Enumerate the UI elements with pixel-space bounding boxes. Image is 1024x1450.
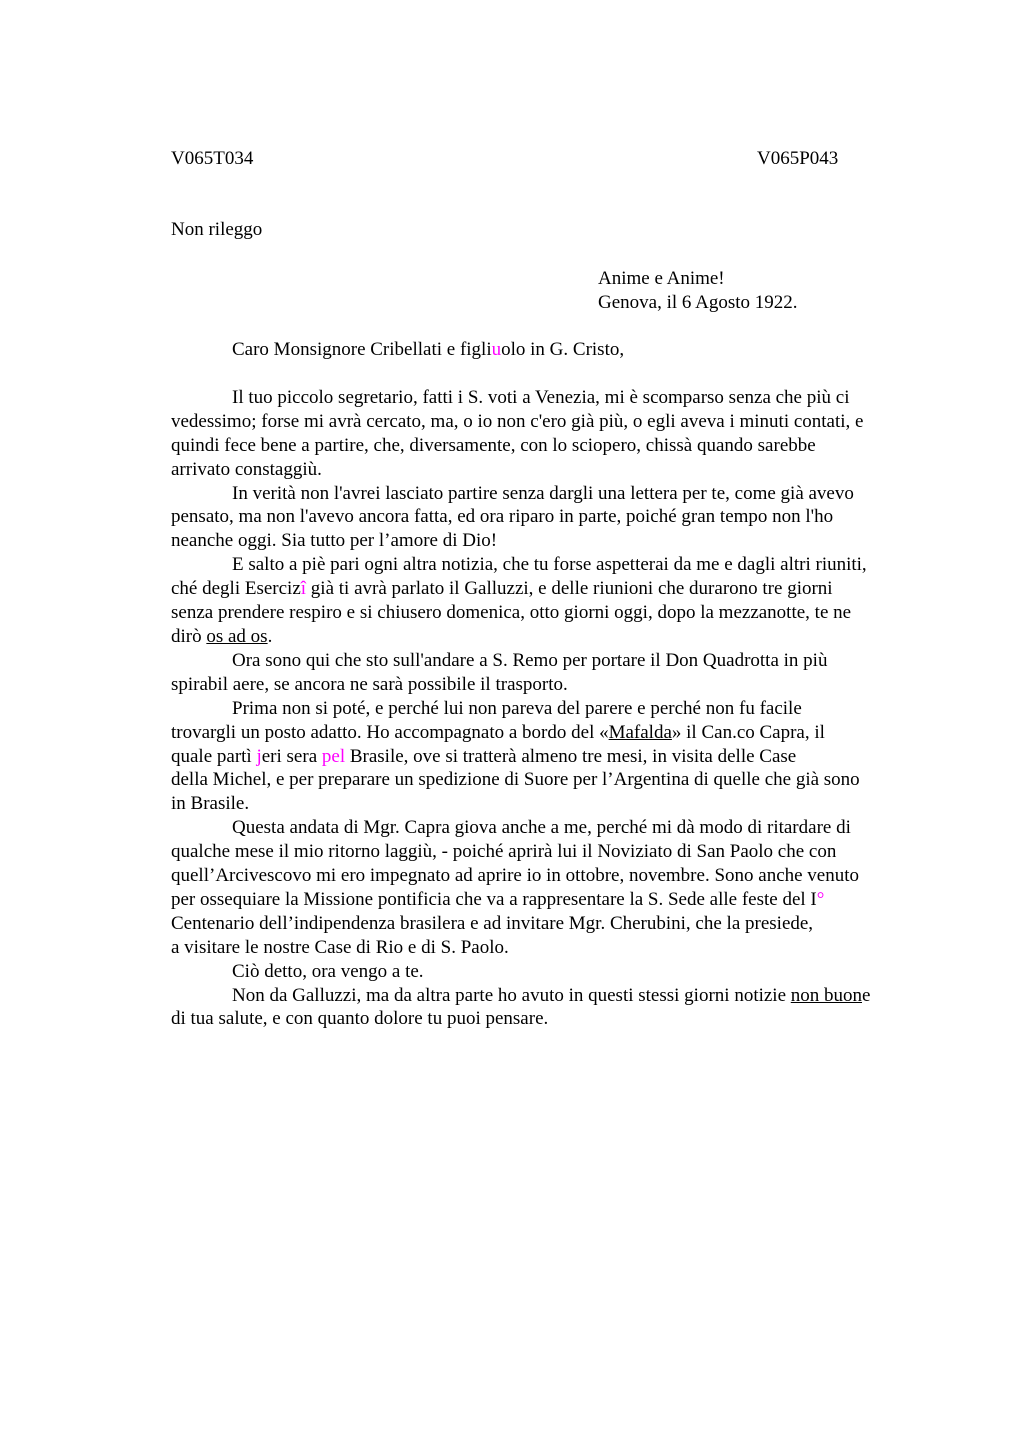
letter-body [171,338,931,1031]
text-line: quell’Arcivescovo mi ero impegnato ad aprire io in ottobre, novembre. Sono anche venuto [171,865,860,887]
text-line: in Brasile. [171,793,250,815]
text-line: neanche oggi. Sia tutto per l’amore di Dio! [171,530,498,552]
text-line: della Michel, e per preparare un spedizione di Suore per l’Argentina di quelle che già sono [171,769,860,791]
document-code-left: V065T034 [171,148,254,169]
text-line: pensato, ma non l'avevo ancora fatta, ed ora riparo in parte, poiché gran tempo non l'ho [171,506,834,528]
paragraph-5: Prima non si poté, e perché lui non pareva del parere e perché non fu facile [232,697,802,719]
paragraph-7: Ciò detto, ora vengo a te. [232,960,424,982]
annotation-mark: u [491,339,502,360]
letter-place-date: Genova, il 6 Agosto 1922. [598,292,798,313]
salutation: Caro Monsignore Cribellati e figliuolo in G. Cristo, [232,339,625,360]
letter-header [598,267,798,315]
text-line: quale partì jeri sera pel Brasile, ove si tratterà almeno tre mesi, in visita delle Case [171,745,797,767]
annotation-mark: ° [816,888,825,910]
paragraph-4: Ora sono qui che sto sull'andare a S. Remo per portare il Don Quadrotta in più [232,649,828,671]
text-line: per ossequiare la Missione pontificia che va a rappresentare la S. Sede alle feste del I° [171,888,825,910]
text-line: senza prendere respiro e si chiusero domenica, otto giorni oggi, dopo la mezzanotte, te ne [171,602,852,624]
text-line: quindi fece bene a partire, che, diversamente, con lo sciopero, chissà quando sarebbe [171,434,816,456]
ship-name: Mafalda [608,721,672,743]
text-line: dirò os ad os. [171,625,273,647]
letter-motto: Anime e Anime! [598,268,725,289]
text-line: spirabil aere, se ancora ne sarà possibile il trasporto. [171,673,568,695]
text-line: ché degli Esercizî già ti avrà parlato il Galluzzi, e delle riunioni che durarono tre giorni [171,578,833,600]
annotation-mark: pel [321,745,346,767]
paragraph-1: Il tuo piccolo segretario, fatti i S. voti a Venezia, mi è scomparso senza che più ci [232,386,850,408]
text-line: qualche mese il mio ritorno laggiù, - poiché aprirà lui il Noviziato di San Paolo che con [171,841,837,863]
text-line: di tua salute, e con quanto dolore tu puoi pensare. [171,1008,549,1030]
paragraph-3: E salto a piè pari ogni altra notizia, che tu forse aspetterai da me e dagli altri riuniti, [232,554,867,576]
text-line: vedessimo; forse mi avrà cercato, ma, o io non c'ero già più, o egli aveva i minuti contati, e [171,410,864,432]
annotation-mark: î [300,578,307,600]
text-line: arrivato constaggiù. [171,458,322,480]
text-line: trovargli un posto adatto. Ho accompagnato a bordo del «Mafalda» il Can.co Capra, il [171,721,825,743]
underlined-phrase: non buon [790,984,863,1006]
editorial-note: Non rileggo [171,219,263,240]
text-line: Centenario dell’indipendenza brasilera e ad invitare Mgr. Cherubini, che la presiede, [171,912,814,934]
text-line: a visitare le nostre Case di Rio e di S. Paolo. [171,936,509,958]
document-code-right: V065P043 [757,148,839,169]
paragraph-6: Questa andata di Mgr. Capra giova anche a me, perché mi dà modo di ritardare di [232,817,851,839]
underlined-phrase: os ad os [206,625,268,647]
paragraph-2: In verità non l'avrei lasciato partire senza dargli una lettera per te, come già avevo [232,482,854,504]
annotation-mark: j [256,745,262,767]
paragraph-8: Non da Galluzzi, ma da altra parte ho avuto in questi stessi giorni notizie non buone [232,984,871,1006]
